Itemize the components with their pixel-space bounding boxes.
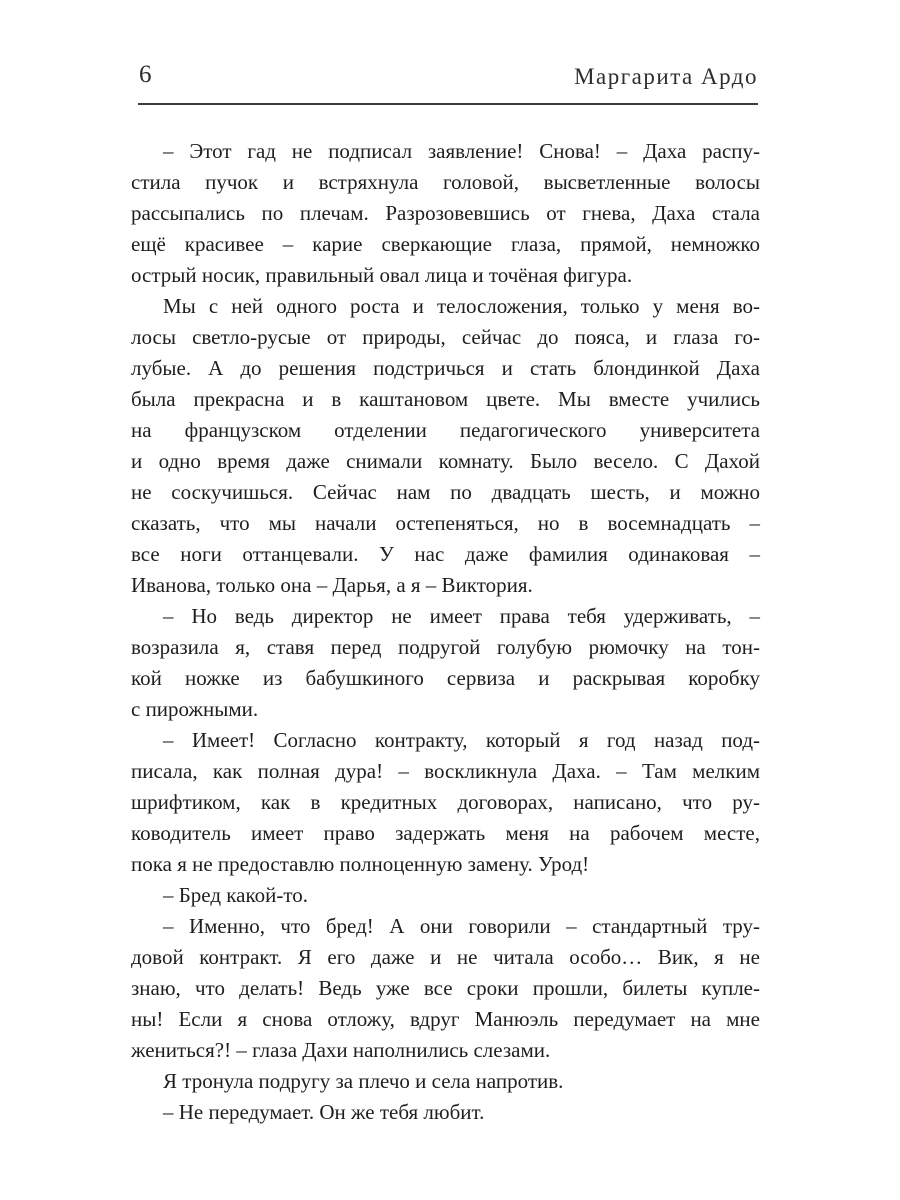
text-line: – Именно, что бред! А они говорили – стандартный тру- bbox=[163, 914, 760, 938]
text-line: и одно время даже снимали комнату. Было весело. С Дахой bbox=[131, 449, 760, 473]
text-line: острый носик, правильный овал лица и точёная фигура. bbox=[131, 263, 633, 287]
text-line: ководитель имеет право задержать меня на рабочем месте, bbox=[131, 821, 760, 845]
text-line: – Бред какой-то. bbox=[163, 883, 309, 907]
text-line: писала, как полная дура! – воскликнула Даха. – Там мелким bbox=[131, 759, 760, 783]
paragraph bbox=[131, 601, 760, 725]
paragraph bbox=[131, 1066, 760, 1097]
text-line: ны! Если я снова отложу, вдруг Манюэль передумает на мне bbox=[131, 1007, 760, 1031]
text-line: знаю, что делать! Ведь уже все сроки прошли, билеты купле- bbox=[131, 976, 760, 1000]
running-title: Маргарита Ардо bbox=[574, 64, 758, 89]
text-line: рассыпались по плечам. Разрозовевшись от гнева, Даха стала bbox=[131, 201, 760, 225]
text-line: Иванова, только она – Дарья, а я – Виктория. bbox=[131, 573, 533, 597]
text-line: пока я не предоставлю полноценную замену. Урод! bbox=[131, 852, 590, 876]
text-line: – Не передумает. Он же тебя любит. bbox=[163, 1100, 485, 1124]
text-line: стила пучок и встряхнула головой, высветленные волосы bbox=[131, 170, 760, 194]
text-line: – Имеет! Согласно контракту, который я год назад под- bbox=[163, 728, 760, 752]
paragraph bbox=[131, 880, 760, 911]
paragraph bbox=[131, 136, 760, 291]
paragraph bbox=[131, 911, 760, 1066]
text-line: лосы светло-русые от природы, сейчас до пояса, и глаза го- bbox=[131, 325, 760, 349]
text-line: не соскучишься. Сейчас нам по двадцать шесть, и можно bbox=[131, 480, 760, 504]
text-line: все ноги оттанцевали. У нас даже фамилия одинаковая – bbox=[131, 542, 760, 566]
paragraph bbox=[131, 291, 760, 601]
text-line: с пирожными. bbox=[131, 697, 259, 721]
text-line: возразила я, ставя перед подругой голубую рюмочку на тон- bbox=[131, 635, 760, 659]
header-rule bbox=[138, 103, 758, 105]
text-line: на французском отделении педагогического университета bbox=[131, 418, 760, 442]
text-line: жениться?! – глаза Дахи наполнились слезами. bbox=[131, 1038, 551, 1062]
page-number: 6 bbox=[139, 61, 152, 88]
text-line: была прекрасна и в каштановом цвете. Мы вместе учились bbox=[131, 387, 760, 411]
text-line: – Но ведь директор не имеет права тебя удерживать, – bbox=[163, 604, 760, 628]
text-block bbox=[131, 136, 760, 1128]
text-line: Мы с ней одного роста и телосложения, только у меня во- bbox=[163, 294, 760, 318]
text-line: кой ножке из бабушкиного сервиза и раскрывая коробку bbox=[131, 666, 760, 690]
text-line: сказать, что мы начали остепеняться, но в восемнадцать – bbox=[131, 511, 760, 535]
text-line: шрифтиком, как в кредитных договорах, написано, что ру- bbox=[131, 790, 760, 814]
text-line: Я тронула подругу за плечо и села напротив. bbox=[163, 1069, 564, 1093]
text-line: ещё красивее – карие сверкающие глаза, прямой, немножко bbox=[131, 232, 760, 256]
text-line: лубые. А до решения подстричься и стать блондинкой Даха bbox=[131, 356, 760, 380]
paragraph bbox=[131, 1097, 760, 1128]
text-line: – Этот гад не подписал заявление! Снова! – Даха распу- bbox=[163, 139, 760, 163]
text-line: довой контракт. Я его даже и не читала особо… Вик, я не bbox=[131, 945, 760, 969]
paragraph bbox=[131, 725, 760, 880]
